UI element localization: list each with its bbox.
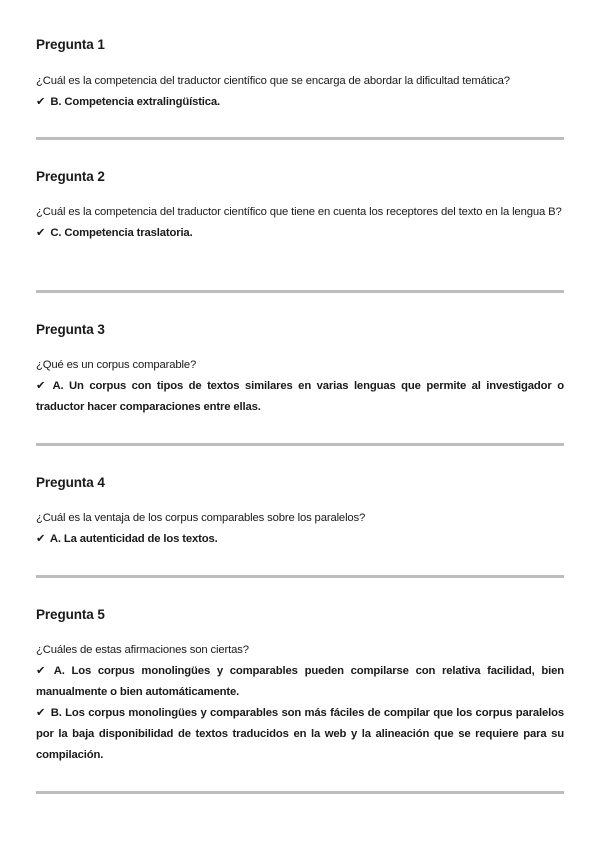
- correct-answer: [36, 703, 564, 766]
- answer-text: B. Competencia extralingüística.: [50, 96, 221, 108]
- question-title: Pregunta 4: [36, 475, 105, 490]
- check-icon: ✔: [36, 227, 46, 239]
- question-body-5: [36, 640, 564, 766]
- question-body-3: [36, 355, 564, 418]
- question-text: ¿Cuál es la ventaja de los corpus comparables sobre los paralelos?: [36, 512, 366, 524]
- divider: [36, 290, 564, 293]
- divider: [36, 575, 564, 578]
- question-text: ¿Cuál es la competencia del traductor científico que tiene en cuenta los receptores del texto en la lengua B?: [36, 206, 562, 218]
- question-text: ¿Cuál es la competencia del traductor científico que se encarga de abordar la dificultad temática?: [36, 75, 510, 87]
- question-title: Pregunta 2: [36, 169, 105, 184]
- answer-text: A. Los corpus monolingües y comparables pueden compilarse con relativa facilidad, bien manualmente o bien automáticamente.: [36, 665, 564, 698]
- question-body-2: [36, 202, 564, 244]
- answer-text: C. Competencia traslatoria.: [50, 227, 193, 239]
- divider: [36, 443, 564, 446]
- answer-text: A. La autenticidad de los textos.: [49, 533, 218, 545]
- question-body-4: [36, 508, 564, 550]
- check-icon: ✔: [36, 96, 46, 108]
- check-icon: ✔: [36, 380, 46, 392]
- question-block-3: [36, 321, 564, 339]
- question-body-1: [36, 71, 564, 113]
- question-text: ¿Qué es un corpus comparable?: [36, 359, 197, 371]
- question-title: Pregunta 3: [36, 322, 105, 337]
- correct-answer: [36, 529, 564, 550]
- divider: [36, 791, 564, 794]
- question-block-4: [36, 474, 564, 492]
- question-block-1: [36, 36, 564, 54]
- question-text: ¿Cuáles de estas afirmaciones son ciertas?: [36, 644, 249, 656]
- divider: [36, 137, 564, 140]
- question-title: Pregunta 1: [36, 37, 105, 52]
- check-icon: ✔: [36, 665, 46, 677]
- correct-answer: [36, 223, 564, 244]
- question-title: Pregunta 5: [36, 607, 105, 622]
- answer-text: A. Un corpus con tipos de textos similares en varias lenguas que permite al investigador o traductor hacer comparaciones entre ellas.: [36, 380, 564, 413]
- correct-answer: [36, 661, 564, 703]
- correct-answer: [36, 92, 564, 113]
- check-icon: ✔: [36, 707, 46, 719]
- correct-answer: [36, 376, 564, 418]
- check-icon: ✔: [36, 533, 46, 545]
- question-block-2: [36, 168, 564, 186]
- answer-text: B. Los corpus monolingües y comparables son más fáciles de compilar que los corpus paralelos por la baja disponibilidad de textos traducidos en la web y la alineación que se requiere para su compilación.: [36, 707, 564, 761]
- question-block-5: [36, 606, 564, 624]
